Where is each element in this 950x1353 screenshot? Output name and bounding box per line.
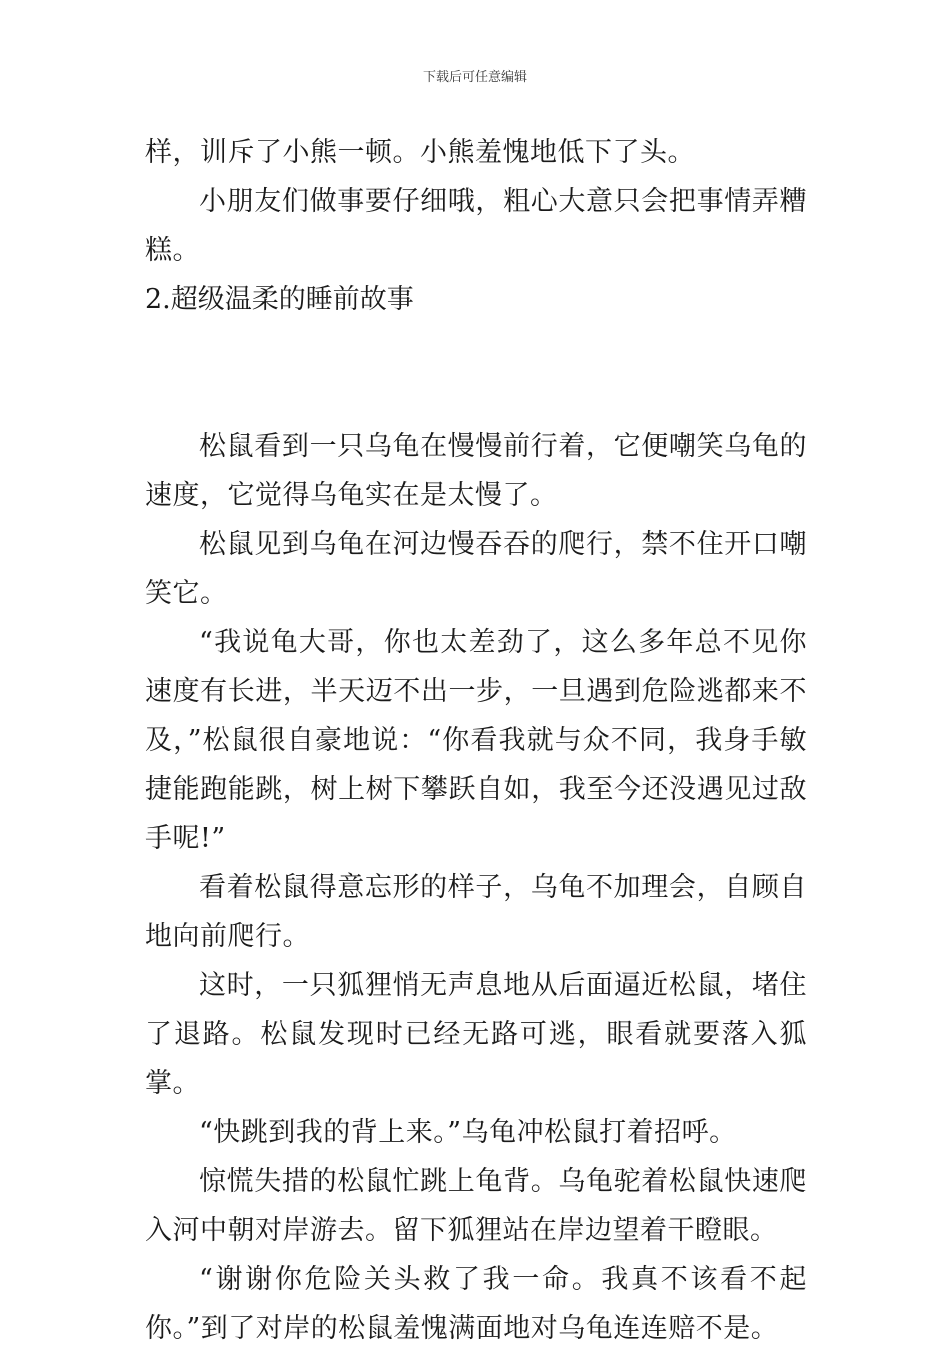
- paragraph-moral: 小朋友们做事要仔细哦，粗心大意只会把事情弄糟糕。: [145, 186, 807, 266]
- paragraph: 松鼠看到一只乌龟在慢慢前行着，它便嘲笑乌龟的速度，它觉得乌龟实在是太慢了。: [145, 431, 807, 511]
- paragraph: 惊慌失措的松鼠忙跳上龟背。乌龟驼着松鼠快速爬入河中朝对岸游去。留下狐狸站在岸边望着干瞪眼。: [145, 1166, 807, 1246]
- page-header: 下载后可任意编辑: [422, 70, 527, 85]
- paragraph: 松鼠见到乌龟在河边慢吞吞的爬行，禁不住开口嘲笑它。: [145, 529, 807, 609]
- paragraph: 这时，一只狐狸悄无声息地从后面逼近松鼠，堵住了退路。松鼠发现时已经无路可逃，眼看就要落入狐掌。: [145, 970, 807, 1099]
- paragraph: “快跳到我的背上来。”乌龟冲松鼠打着招呼。: [199, 1117, 737, 1148]
- paragraph: “我说龟大哥，你也太差劲了，这么多年总不见你速度有长进，半天迈不出一步，一旦遇到危险逃都来不及，”松鼠很自豪地说：“你看我就与众不同，我身手敏捷能跑能跳，树上树下攀跃自如，我至今还没遇见过敌手呢!”: [145, 627, 807, 854]
- section-spacer: [145, 324, 807, 422]
- paragraph: “谢谢你危险关头救了我一命。我真不该看不起你。”到了对岸的松鼠羞愧满面地对乌龟连连赔不是。: [145, 1264, 807, 1344]
- paragraph-continued: 样，训斥了小熊一顿。小熊羞愧地低下了头。: [145, 137, 695, 168]
- section-title: 2.超级温柔的睡前故事: [145, 284, 414, 315]
- paragraph: 看着松鼠得意忘形的样子，乌龟不加理会，自顾自地向前爬行。: [145, 872, 807, 952]
- document-body: [145, 128, 807, 1353]
